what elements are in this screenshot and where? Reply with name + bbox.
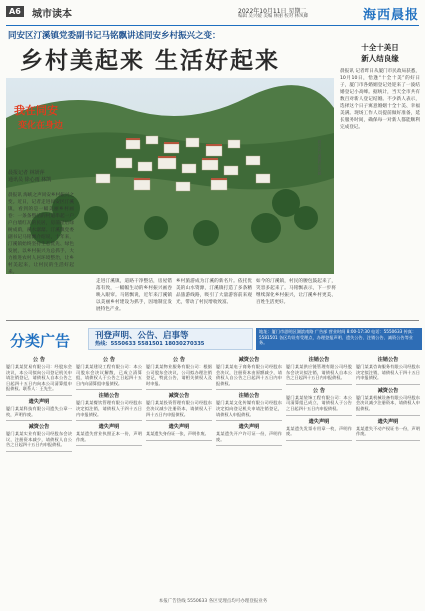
classified-ad bbox=[356, 385, 420, 416]
classified-ad bbox=[76, 354, 142, 390]
ad-column bbox=[286, 354, 352, 590]
ad-column bbox=[76, 354, 142, 590]
ad-body: 某某遗失营业执照正本一份，声明作废。 bbox=[76, 431, 142, 442]
sidebar-story bbox=[340, 30, 420, 320]
classified-ad bbox=[216, 421, 282, 446]
section-name: 城市读本 bbox=[32, 9, 72, 20]
ad-body: 某某遗失开户许可证一份，声明作废。 bbox=[216, 431, 282, 442]
ad-body: 厦门某某实业有限公司经股东会决议，注册资本减少，请债权人自公告之日起四十五日内申报债权。 bbox=[6, 431, 72, 448]
classified-ad bbox=[76, 421, 142, 446]
classified-ad bbox=[216, 354, 282, 390]
article-column-1: 晨报讯 海峡之声同安乡村振兴之变。近日，记者走进同安区汀溪镇，看到的是一幅美丽乡村画卷：一条条整洁的村道串起一户户白墙红瓦的民居，房前屋后绿树成荫，溪水潺潺。汀溪镇党委副书记马铭飘介绍说，十年来，汀溪镇始终坚持生态优先、绿色发展，以乡村振兴为总抓手，大力推进农村人居环境整治，让乡村美起来，让村民的生活好起来。 bbox=[8, 193, 74, 275]
issue-date: 2022年10月11日 星期二 bbox=[238, 8, 307, 15]
ad-office-info: 地址：厦门市思明区湖滨南路 广告部 营业时间 8:00-17:30 电话：5550633 传真：5581501 各区均设有受理点，办理登报声明、遗失公告、注销公告、减资公告等业务。 bbox=[256, 328, 422, 350]
article-headline: 乡村美起来 生活好起来 bbox=[20, 47, 281, 74]
classified-ad bbox=[356, 416, 420, 441]
classified-ad bbox=[76, 390, 142, 421]
series-badge bbox=[14, 102, 86, 146]
ad-body: 厦门某某文化传媒有限公司经股东决定拟向登记机关申请注销登记，请债权人申报债权。 bbox=[216, 400, 282, 417]
ad-body: 某某遗失身份证一张，声明作废。 bbox=[146, 431, 209, 437]
ad-body: 某某遗失不动产权证书一份，声明作废。 bbox=[356, 425, 420, 437]
article-column-2: 走进汀溪镇，道路干净整洁，房屋错落有致，一幅幅生动的乡村振兴画卷映入眼帘。马铭飘说，近年来汀溪镇以美丽乡村建设为抓手，因地制宜发展特色产业。 bbox=[96, 279, 172, 312]
badge-subtitle: 变化在身边 bbox=[18, 121, 64, 131]
ad-column bbox=[356, 354, 420, 590]
classified-ads-grid bbox=[6, 354, 420, 590]
ad-heading: 公 告 bbox=[312, 387, 326, 394]
classified-ad bbox=[216, 390, 282, 421]
classified-ad bbox=[6, 421, 72, 452]
ad-heading: 注销公告 bbox=[98, 393, 120, 400]
classified-ad bbox=[146, 390, 212, 421]
ad-body: 厦门某某投资管理有限公司经股东会决议减少注册资本，请债权人于四十五日内申报债权。 bbox=[146, 400, 212, 417]
ad-column bbox=[216, 354, 282, 590]
ad-heading: 遗失声明 bbox=[238, 424, 260, 431]
article-byline bbox=[8, 170, 51, 184]
classified-ad bbox=[286, 385, 352, 416]
masthead-logo: 海西晨报 bbox=[362, 8, 419, 23]
ad-heading: 注销公告 bbox=[238, 393, 260, 400]
page-footer: 本报广告热线 5550633 各区受理点均可办理登报业务 bbox=[158, 599, 268, 604]
ad-body: 厦门某某物业服务有限公司：根据公司股东会决议，公司拟办理注销登记，特此公告，请相关债权人及时申报。 bbox=[146, 364, 212, 386]
ad-heading: 注销公告 bbox=[377, 357, 399, 363]
ad-body: 厦门某某装饰工程有限公司：本公司清算组已成立，请债权人于公告之日起四十五日内申报债权。 bbox=[286, 394, 352, 411]
page-header bbox=[0, 0, 425, 26]
ad-heading: 公 告 bbox=[172, 357, 186, 363]
article-column-3: 乡村旅游成为汀溪的新名片。依托优美的山水资源，汀溪镇打造了多条精品旅游线路，吸引了大量游客前来观光，带动了村民增收致富。 bbox=[176, 279, 252, 305]
classified-ad bbox=[286, 416, 352, 441]
editor-credits: 编辑 吴兴媛 美编 林丽 校对 林凤卿 bbox=[238, 14, 309, 19]
section-divider bbox=[6, 320, 419, 321]
byline-reporter: 晨报记者 林妍萍 bbox=[8, 170, 45, 176]
ad-heading: 公 告 bbox=[32, 357, 46, 363]
classified-ad bbox=[146, 421, 212, 441]
ad-body: 厦门某某贸易有限公司：经股东会决议，本公司拟向公司登记机关申请注销登记，请债权人自本公告之日起四十五日内向本公司清算组申报债权。联系人：王先生。 bbox=[6, 364, 72, 392]
classified-ad bbox=[286, 354, 352, 385]
ad-body: 厦门某某建设工程有限公司：本公司股东会决议解散，已成立清算组，请债权人于公告之日起四十五日内向清算组申报债权。 bbox=[76, 364, 142, 386]
classifieds-title: 分类广告 bbox=[10, 332, 71, 350]
classifieds-header bbox=[6, 328, 420, 350]
sidebar-title: 十全十美日 bbox=[361, 43, 399, 52]
ad-body: 某某遗失发票专用章一枚，声明作废。 bbox=[286, 425, 352, 437]
classified-ad bbox=[6, 354, 72, 396]
classified-ad bbox=[6, 396, 72, 421]
page-number-tag: A6 bbox=[6, 6, 24, 17]
ad-heading: 遗失声明 bbox=[308, 418, 330, 425]
notice-hotline: 热线：5550633 5581501 18030270335 bbox=[95, 341, 205, 347]
badge-title: 我在同安 bbox=[14, 104, 58, 117]
ad-heading: 减资公告 bbox=[238, 357, 260, 363]
ad-heading: 遗失声明 bbox=[377, 418, 399, 425]
ad-body: 厦门某某餐饮管理有限公司经股东决定拟注销，请债权人于四十五日内申报债权。 bbox=[76, 400, 142, 417]
ad-body: 厦门某某咨询服务有限公司经股东决定拟注销，请债权人于四十五日内申报债权。 bbox=[356, 364, 420, 381]
classified-ad bbox=[146, 354, 212, 390]
ad-heading: 遗失声明 bbox=[168, 424, 190, 431]
notice-box bbox=[88, 328, 253, 350]
ad-body: 厦门某某供应链管理有限公司经股东会决议拟注销，请债权人自本公告之日起四十五日内申报债权。 bbox=[286, 364, 352, 381]
article-column-4: 如今的汀溪镇，村民的腰包鼓起来了，笑容多起来了。马铭飘表示，下一步将继续深化乡村振兴，让汀溪乡村更美、百姓生活更好。 bbox=[256, 279, 336, 305]
classified-ad bbox=[356, 354, 420, 385]
sidebar-body: 晨报讯 记者昨日从厦门市民政局获悉，10月10日，恰逢“十全十美”的好日子，厦门市各婚姻登记处迎来了一波结婚登记小高峰。据统计，当天全市共有数百对新人登记结婚。不少新人表示，选择这个日子寓意婚姻十全十美、幸福美满。现场工作人员提前做好准备，延长服务时间，确保每一对新人都能顺利完成登记。 bbox=[340, 69, 420, 130]
photo-caption: 同安区汀溪镇村庄风貌 bbox=[318, 140, 322, 175]
ad-heading: 减资公告 bbox=[168, 393, 190, 400]
ad-heading: 遗失声明 bbox=[28, 398, 50, 405]
ad-body: 厦门某某电子商务有限公司经股东会决议，注册资本由原额减少，请债权人自公告之日起四十五日内申报债权。 bbox=[216, 364, 282, 386]
ad-heading: 注销公告 bbox=[308, 357, 330, 363]
ad-heading: 遗失声明 bbox=[98, 424, 120, 431]
ad-column bbox=[146, 354, 212, 590]
byline-correspondent: 通讯员 徐心雨 林凯 bbox=[8, 177, 52, 183]
ad-heading: 减资公告 bbox=[28, 424, 50, 431]
article-kicker: 同安区汀溪镇党委副书记马铭飘讲述同安乡村振兴之变： bbox=[8, 31, 221, 41]
notice-title: 刊登声明、公告、启事等 bbox=[95, 331, 189, 341]
ad-body: 厦门某某机械设备有限公司经股东会决议减少注册资本，请债权人申报债权。 bbox=[356, 394, 420, 411]
header-rule bbox=[6, 25, 419, 26]
ad-heading: 减资公告 bbox=[377, 387, 399, 394]
sidebar-subtitle: 新人结良缘 bbox=[361, 54, 399, 63]
ad-column bbox=[6, 354, 72, 590]
ad-body: 厦门某某科技有限公司遗失公章一枚，声明作废。 bbox=[6, 405, 72, 417]
ad-heading: 公 告 bbox=[102, 357, 116, 363]
